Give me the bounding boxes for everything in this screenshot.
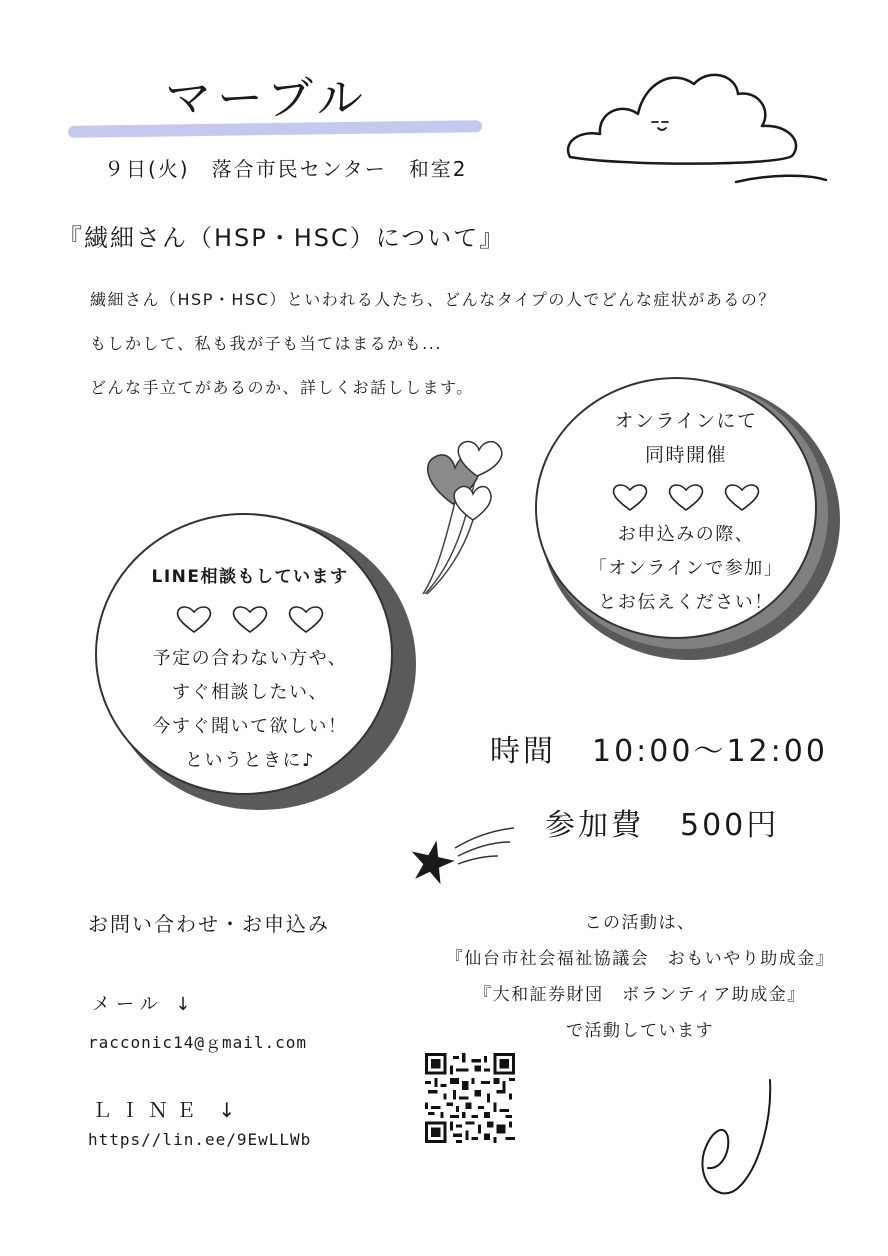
- line-bubble: [120, 560, 380, 778]
- mail-label: メール ↓: [92, 994, 197, 1015]
- fee-value: 500円: [680, 808, 780, 843]
- event-fee: [545, 800, 779, 844]
- grant-line: この活動は、: [584, 913, 696, 933]
- qr-code[interactable]: [425, 1053, 515, 1143]
- line-body-2: すぐ相談したい、: [172, 682, 328, 703]
- heart-outline-icon: [610, 482, 650, 512]
- grant-line: で活動しています: [566, 1021, 714, 1041]
- time-label: 時間: [490, 734, 556, 769]
- line-url[interactable]: https//lin.ee/9EwLLWb: [88, 1130, 312, 1149]
- heart-outline-icon: [174, 604, 214, 634]
- intro-line: 繊細さん（HSP・HSC）といわれる人たち、どんなタイプの人でどんな症状があるの？: [90, 290, 776, 309]
- heart-outline-icon: [230, 604, 270, 634]
- event-date-venue: ９日(火) 落合市民センター 和室2: [104, 157, 468, 181]
- event-time: [490, 726, 828, 770]
- time-value: 10:00〜12:00: [592, 734, 828, 769]
- intro-line: もしかして、私も我が子も当てはまるかも...: [90, 334, 442, 353]
- page-title: マーブル: [165, 71, 369, 125]
- online-heading-1: オンラインにて: [614, 410, 758, 432]
- lecture-topic: 『繊細さん（HSP・HSC）について』: [58, 224, 506, 252]
- online-body-1: お申込みの際、: [617, 524, 755, 545]
- grant-line: 『大和証券財団 ボランティア助成金』: [474, 985, 806, 1005]
- cloud-icon: [560, 62, 830, 192]
- line-label: ＬＩＮＥ ↓: [92, 1098, 244, 1122]
- line-heading: LINE相談もしています: [151, 567, 349, 587]
- heart-outline-icon: [722, 482, 762, 512]
- grant-info: [420, 905, 860, 1049]
- grant-line: 『仙台市社会福祉協議会 おもいやり助成金』: [445, 949, 835, 969]
- online-body-2: 「オンラインで参加」: [588, 558, 784, 579]
- contact-heading: お問い合わせ・お申込み: [88, 912, 330, 936]
- balloon-hearts-icon: [415, 432, 515, 602]
- line-body-3: 今すぐ聞いて欲しい！: [152, 716, 348, 737]
- online-body-3: とお伝えください！: [598, 592, 774, 613]
- shooting-star-icon: [410, 822, 520, 892]
- fee-label: 参加費: [545, 808, 644, 843]
- line-body-1: 予定の合わない方や、: [152, 648, 348, 669]
- heart-outline-icon: [666, 482, 706, 512]
- online-heading-2: 同時開催: [644, 444, 727, 466]
- online-bubble: [566, 404, 806, 620]
- heart-row: [566, 480, 806, 514]
- mail-address[interactable]: racconic14@ｇmail.com: [88, 1033, 308, 1052]
- swirl-doodle-icon: [690, 1078, 780, 1198]
- heart-row: [120, 602, 380, 636]
- intro-line: どんな手立てがあるのか、詳しくお話しします。: [90, 378, 474, 397]
- line-body-4: というときに♪: [185, 750, 315, 771]
- heart-outline-icon: [286, 604, 326, 634]
